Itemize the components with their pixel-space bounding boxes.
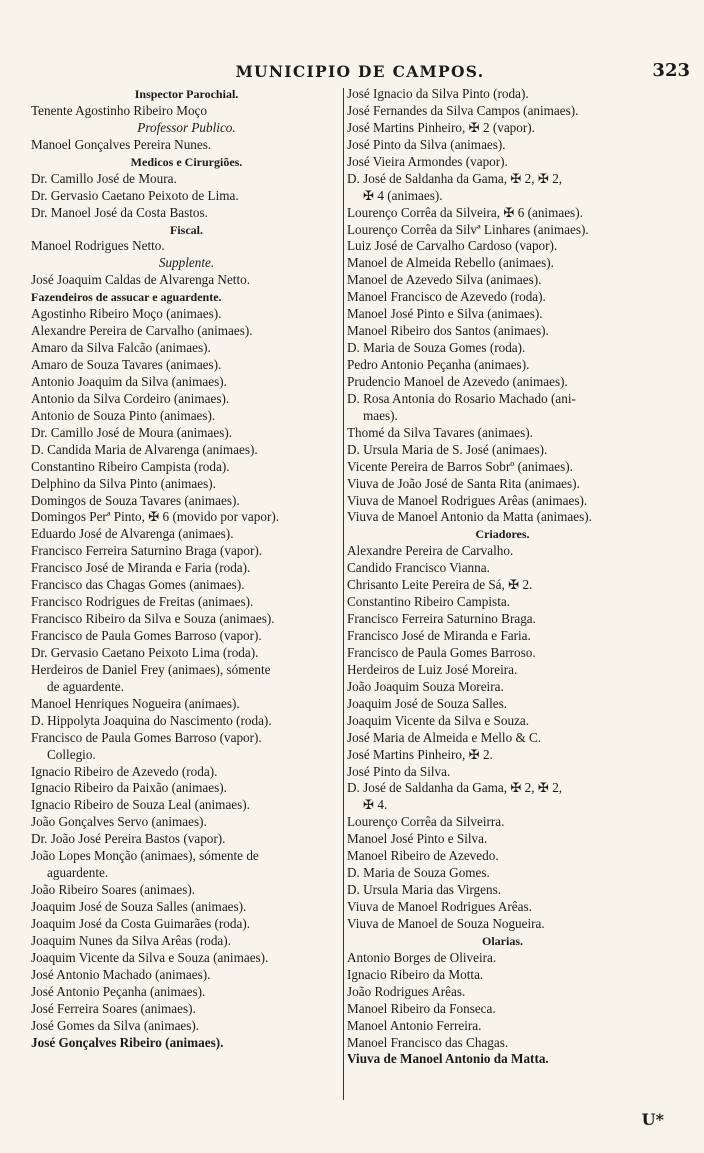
list-item: Prudencio Manoel de Azevedo (animaes).: [347, 373, 568, 389]
list-item: Viuva de Manoel de Souza Nogueira.: [347, 915, 545, 931]
list-item: João Ribeiro Soares (animaes).: [31, 882, 196, 898]
left-column: [31, 86, 342, 1051]
list-item: Manoel de Azevedo Silva (animaes).: [347, 272, 542, 288]
list-item: Agostinho Ribeiro Moço (animaes).: [31, 306, 222, 322]
list-item: Antonio Borges de Oliveira.: [347, 949, 497, 965]
list-item: José Pinto da Silva (animaes).: [347, 136, 506, 152]
page-header: [30, 60, 690, 82]
section-heading: Olarias.: [482, 933, 523, 948]
list-item-continuation: maes).: [363, 407, 398, 423]
list-item: D. José de Saldanha da Gama, ✠ 2, ✠ 2,: [347, 780, 563, 796]
list-item: Manoel Antonio Ferreira.: [347, 1017, 482, 1033]
list-item: D. Maria de Souza Gomes.: [347, 865, 490, 881]
list-item: Herdeiros de Luiz José Moreira.: [347, 661, 518, 677]
list-item: José Maria de Almeida e Mello & C.: [347, 729, 542, 745]
list-item: Ignacio Ribeiro da Paixão (animaes).: [31, 780, 227, 796]
list-item: Ignacio Ribeiro de Azevedo (roda).: [31, 763, 218, 779]
list-item: Lourenço Corrêa da Silveirra.: [347, 814, 505, 830]
list-item-continuation: aguardente.: [47, 865, 109, 881]
list-item: Ignacio Ribeiro de Souza Leal (animaes).: [31, 797, 250, 813]
list-item: Joaquim José de Souza Salles.: [347, 695, 508, 711]
page-title: MUNICIPIO DE CAMPOS.: [235, 62, 485, 81]
list-item: Francisco Ribeiro da Silva e Souza (animaes).: [31, 611, 275, 627]
list-item: João Lopes Monção (animaes), sómente de: [31, 848, 259, 864]
list-item: Joaquim José de Souza Salles (animaes).: [31, 899, 247, 914]
list-item: D. Ursula Maria das Virgens.: [347, 882, 502, 898]
list-item: José Martins Pinheiro, ✠ 2 (vapor).: [347, 119, 535, 135]
list-item: José Gomes da Silva (animaes).: [31, 1017, 200, 1033]
list-item: Manoel Francisco das Chagas.: [347, 1034, 509, 1050]
list-item: D. José de Saldanha da Gama, ✠ 2, ✠ 2,: [347, 170, 563, 186]
list-item: José Gonçalves Ribeiro (animaes).: [31, 1034, 224, 1050]
list-item: Manoel Gonçalves Pereira Nunes.: [31, 136, 212, 152]
list-item: Manoel Ribeiro da Fonseca.: [347, 1000, 496, 1016]
list-item: Herdeiros de Daniel Frey (animaes), sómente: [31, 661, 271, 677]
section-heading: Criadores.: [475, 527, 530, 542]
list-item: Eduardo José de Alvarenga (animaes).: [31, 526, 234, 542]
list-item: Pedro Antonio Peçanha (animaes).: [347, 357, 530, 372]
list-item: D. Candida Maria de Alvarenga (animaes).: [31, 441, 258, 457]
list-item: Amaro da Silva Falcão (animaes).: [31, 340, 211, 356]
list-item: José Pinto da Silva.: [347, 763, 451, 779]
list-item: Domingos de Souza Tavares (animaes).: [31, 492, 240, 508]
list-item: José Ferreira Soares (animaes).: [31, 1000, 196, 1016]
list-item: João Rodrigues Arêas.: [347, 983, 466, 999]
list-item: José Martins Pinheiro, ✠ 2.: [347, 746, 493, 762]
list-item: Viuva de Manoel Antonio da Matta.: [347, 1051, 549, 1067]
list-item: Dr. Gervasio Caetano Peixoto de Lima.: [31, 187, 239, 203]
list-item: D. Hippolyta Joaquina do Nascimento (roda).: [31, 712, 272, 728]
section-heading: Inspector Parochial.: [134, 87, 239, 101]
list-item: José Vieira Armondes (vapor).: [347, 153, 508, 169]
list-item: Manoel Rodrigues Netto.: [31, 238, 165, 254]
list-item: Francisco José de Miranda e Faria.: [347, 628, 531, 643]
list-item: Vicente Pereira de Barros Sobrº (animaes).: [347, 458, 573, 474]
list-item: Manoel José Pinto e Silva (animaes).: [347, 306, 543, 322]
list-item: Antonio Joaquim da Silva (animaes).: [31, 373, 227, 389]
list-item: Joaquim Vicente da Silva e Souza (animaes).: [31, 949, 269, 965]
signature-mark: U*: [641, 1110, 664, 1129]
section-heading: Fiscal.: [170, 222, 203, 237]
list-item: Francisco de Paula Gomes Barroso.: [347, 644, 536, 660]
list-item: José Antonio Peçanha (animaes).: [31, 983, 206, 999]
list-item: Antonio da Silva Cordeiro (animaes).: [31, 390, 230, 406]
list-item-continuation: ✠ 4.: [363, 797, 388, 813]
list-item: José Joaquim Caldas de Alvarenga Netto.: [31, 272, 251, 288]
list-item: Francisco Ferreira Saturnino Braga.: [347, 611, 536, 627]
list-item: Viuva de João José de Santa Rita (animaes).: [347, 475, 580, 491]
list-item: Tenente Agostinho Ribeiro Moço: [31, 102, 207, 118]
section-heading: Fazendeiros de assucar e aguardente.: [31, 290, 222, 305]
list-item: Dr. Camillo José de Moura.: [31, 170, 177, 186]
list-item: Francisco Ferreira Saturnino Braga (vapor).: [31, 543, 263, 559]
list-item: Lourenço Corrêa da Silvª Linhares (animaes).: [347, 221, 589, 237]
list-item: Candido Francisco Vianna.: [347, 560, 490, 576]
list-item: Dr. Gervasio Caetano Peixoto Lima (roda).: [31, 644, 259, 660]
list-item: João Joaquim Souza Moreira.: [347, 678, 504, 694]
subsection-heading: Supplente.: [158, 255, 215, 271]
list-item: D. Maria de Souza Gomes (roda).: [347, 340, 526, 356]
list-item: Manoel de Almeida Rebello (animaes).: [347, 255, 554, 271]
list-item: Alexandre Pereira de Carvalho (animaes).: [31, 323, 253, 339]
list-item: Alexandre Pereira de Carvalho.: [347, 543, 514, 559]
list-item: José Antonio Machado (animaes).: [31, 966, 211, 982]
section-heading: Medicos e Cirurgiões.: [130, 154, 243, 169]
list-item: Amaro de Souza Tavares (animaes).: [31, 357, 222, 372]
subsection-heading: Professor Publico.: [137, 119, 236, 135]
list-item: José Fernandes da Silva Campos (animaes).: [347, 102, 579, 118]
list-item: José Ignacio da Silva Pinto (roda).: [347, 86, 529, 101]
column-divider: [343, 88, 344, 1100]
list-item: D. Rosa Antonia do Rosario Machado (ani-: [347, 390, 576, 406]
list-item-continuation: de aguardente.: [47, 678, 124, 694]
list-item: Antonio de Souza Pinto (animaes).: [31, 407, 216, 423]
list-item: Francisco José de Miranda e Faria (roda).: [31, 560, 251, 576]
list-item: D. Ursula Maria de S. José (animaes).: [347, 441, 548, 457]
list-item: Francisco das Chagas Gomes (animaes).: [31, 577, 245, 593]
right-column: [347, 86, 658, 1068]
list-item: Joaquim José da Costa Guimarães (roda).: [31, 915, 251, 931]
list-item: Joaquim Nunes da Silva Arêas (roda).: [31, 932, 231, 948]
list-item: Lourenço Corrêa da Silveira, ✠ 6 (animaes).: [347, 204, 583, 220]
list-item: Domingos Perª Pinto, ✠ 6 (movido por vapor).: [31, 509, 280, 525]
list-item: Viuva de Manoel Rodrigues Arêas.: [347, 899, 532, 914]
list-item: Constantino Ribeiro Campista (roda).: [31, 458, 230, 474]
list-item: Manoel José Pinto e Silva.: [347, 831, 488, 847]
list-item: Chrisanto Leite Pereira de Sá, ✠ 2.: [347, 577, 533, 593]
list-item: Ignacio Ribeiro da Motta.: [347, 966, 484, 982]
list-item: Manoel Ribeiro dos Santos (animaes).: [347, 323, 549, 339]
list-item: Francisco Rodrigues de Freitas (animaes).: [31, 594, 254, 610]
list-item: Manoel Francisco de Azevedo (roda).: [347, 289, 546, 305]
list-item: Joaquim Vicente da Silva e Souza.: [347, 712, 530, 728]
list-item: Francisco de Paula Gomes Barroso (vapor).: [31, 628, 262, 643]
list-item-continuation: Collegio.: [47, 746, 96, 762]
list-item: Viuva de Manoel Antonio da Matta (animaes).: [347, 509, 592, 525]
list-item: Manoel Henriques Nogueira (animaes).: [31, 695, 240, 711]
list-item: João Gonçalves Servo (animaes).: [31, 814, 207, 830]
list-item: Dr. Camillo José de Moura (animaes).: [31, 424, 233, 440]
list-item: Dr. Manoel José da Costa Bastos.: [31, 204, 208, 220]
list-item: Dr. João José Pereira Bastos (vapor).: [31, 831, 226, 847]
list-item: Manoel Ribeiro de Azevedo.: [347, 848, 499, 864]
list-item: Delphino da Silva Pinto (animaes).: [31, 475, 216, 491]
list-item: Luiz José de Carvalho Cardoso (vapor).: [347, 238, 558, 254]
list-item-continuation: ✠ 4 (animaes).: [363, 187, 443, 203]
list-item: Thomé da Silva Tavares (animaes).: [347, 424, 533, 440]
page-number: 323: [652, 60, 690, 81]
list-item: Viuva de Manoel Rodrigues Arêas (animaes).: [347, 492, 588, 508]
list-item: Constantino Ribeiro Campista.: [347, 594, 511, 610]
list-item: Francisco de Paula Gomes Barroso (vapor).: [31, 729, 262, 745]
